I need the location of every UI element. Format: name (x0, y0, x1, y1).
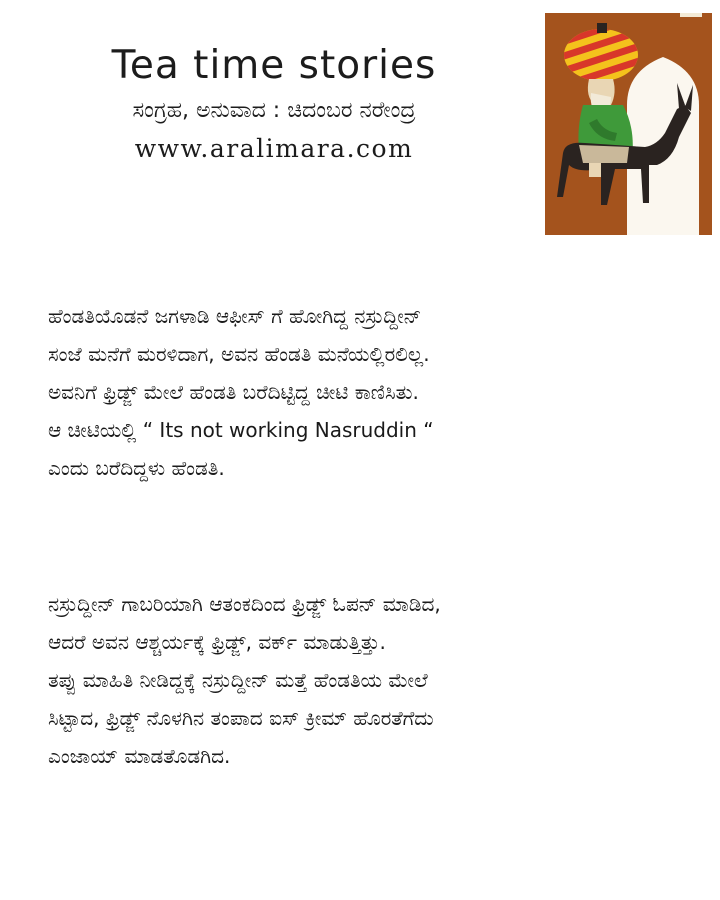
story-line: ಆ ಚೀಟಿಯಲ್ಲಿ “ Its not working Nasruddin “ (48, 418, 434, 442)
saddle (579, 145, 629, 163)
nasruddin-on-donkey-icon (545, 13, 712, 235)
story-line: ತಪ್ಪು ಮಾಹಿತಿ ನೀಡಿದ್ದಕ್ಕೆ ನಸ್ರುದ್ದೀನ್ ಮತ್ತೆ ಹೆಂಡತಿಯ ಮೇಲೆ (48, 668, 428, 692)
story-paragraph-2 (48, 585, 698, 775)
story-line: ಆದರೆ ಅವನ ಆಶ್ಚರ್ಯಕ್ಕೆ ಫ್ರಿಡ್ಜ್, ವರ್ಕ್ ಮಾಡುತ್ತಿತ್ತು. (48, 630, 386, 654)
page-subtitle: ಸಂಗ್ರಹ, ಅನುವಾದ : ಚಿದಂಬರ ನರೇಂದ್ರ (132, 98, 416, 123)
page-title: Tea time stories (111, 43, 437, 88)
story-line: ನಸ್ರುದ್ದೀನ್ ಗಾಬರಿಯಾಗಿ ಆತಂಕದಿಂದ ಫ್ರಿಡ್ಜ್ ಓಪನ್ ಮಾಡಿದ, (48, 592, 441, 616)
story-line: ಸಂಜೆ ಮನೆಗೆ ಮರಳಿದಾಗ, ಅವನ ಹೆಂಡತಿ ಮನೆಯಲ್ಲಿರಲಿಲ್ಲ. (48, 342, 430, 366)
rider-foot (589, 163, 601, 177)
illustration-svg (545, 13, 712, 235)
story-line: ಎಂಜಾಯ್ ಮಾಡತೊಡಗಿದ. (48, 744, 231, 768)
story-paragraph-1 (48, 297, 698, 487)
story-line: ಹೆಂಡತಿಯೊಡನೆ ಜಗಳಾಡಿ ಆಫೀಸ್ ಗೆ ಹೋಗಿದ್ದ ನಸ್ರುದ್ದೀನ್ (48, 304, 422, 328)
story-line: ಸಿಟ್ಟಾದ, ಫ್ರಿಡ್ಜ್ ನೊಳಗಿನ ತಂಪಾದ ಐಸ್ ಕ್ರೀಮ್ ಹೊರತೆಗೆದು (48, 706, 434, 730)
story-line: ಎಂದು ಬರೆದಿದ್ದಳು ಹೆಂಡತಿ. (48, 456, 225, 480)
turban-cap (597, 23, 607, 33)
corner-mark (680, 13, 702, 17)
story-line: ಅವನಿಗೆ ಫ್ರಿಡ್ಜ್ ಮೇಲೆ ಹೆಂಡತಿ ಬರೆದಿಟ್ಟಿದ್ದ ಚೀಟಿ ಕಾಣಿಸಿತು. (48, 380, 419, 404)
website-url: www.aralimara.com (134, 134, 414, 163)
header (0, 40, 548, 168)
